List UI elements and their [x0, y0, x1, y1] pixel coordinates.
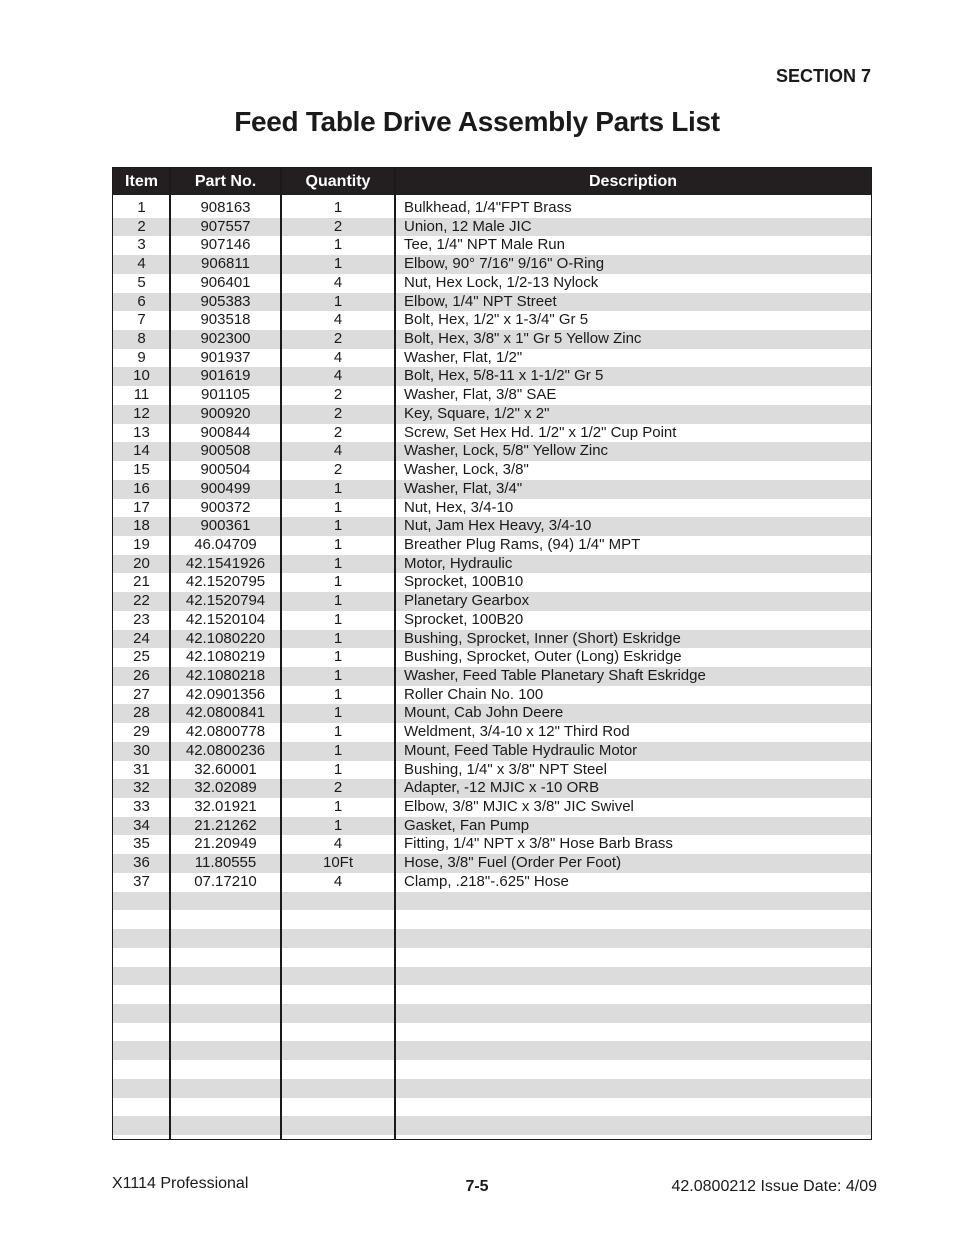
- table-row: [113, 367, 871, 386]
- description-cell: Washer, Flat, 3/8" SAE: [404, 386, 557, 404]
- parts-table: [112, 167, 872, 1140]
- table-row: [113, 592, 871, 611]
- description-cell: Mount, Cab John Deere: [404, 704, 564, 722]
- description-cell: Bushing, Sprocket, Inner (Short) Eskridge: [404, 629, 681, 647]
- table-row: [113, 517, 871, 536]
- quantity-cell: 1: [333, 255, 343, 273]
- item-cell: 27: [133, 685, 150, 703]
- table-row: [113, 199, 871, 218]
- table-row: [113, 1004, 871, 1023]
- table-row: [113, 573, 871, 592]
- column-divider: [280, 168, 282, 1139]
- item-cell: 37: [133, 872, 150, 890]
- table-row: [113, 236, 871, 255]
- table-row: [113, 274, 871, 293]
- table-row: [113, 630, 871, 649]
- description-cell: Nut, Hex Lock, 1/2-13 Nylock: [404, 273, 599, 291]
- item-cell: 18: [133, 517, 150, 535]
- table-row: [113, 405, 871, 424]
- quantity-cell: 10Ft: [322, 854, 353, 872]
- part-number-cell: 900361: [200, 517, 251, 535]
- description-cell: Nut, Jam Hex Heavy, 3/4-10: [404, 517, 592, 535]
- quantity-cell: 1: [333, 199, 343, 216]
- description-cell: Washer, Feed Table Planetary Shaft Eskridge: [404, 667, 706, 684]
- table-row: [113, 835, 871, 854]
- quantity-cell: 2: [333, 386, 343, 404]
- footer-page-number: 7-5: [465, 1178, 489, 1195]
- description-cell: Washer, Flat, 1/2": [404, 348, 523, 366]
- quantity-cell: 1: [333, 292, 343, 310]
- table-row: [113, 967, 871, 986]
- table-row: [113, 948, 871, 967]
- item-cell: 34: [133, 816, 150, 834]
- footer-model: X1114 Professional: [112, 1175, 249, 1192]
- item-cell: 30: [133, 741, 150, 759]
- part-number-cell: 901105: [201, 386, 250, 404]
- table-row: [113, 761, 871, 780]
- table-row: [113, 910, 871, 929]
- table-row: [113, 1041, 871, 1060]
- item-cell: 35: [133, 835, 150, 853]
- quantity-cell: 1: [333, 535, 343, 553]
- table-row: [113, 798, 871, 817]
- part-number-cell: 42.1520104: [185, 610, 266, 628]
- description-cell: Sprocket, 100B20: [404, 610, 524, 628]
- quantity-cell: 2: [333, 423, 343, 441]
- item-cell: 31: [133, 760, 150, 778]
- part-number-cell: 901937: [200, 348, 251, 366]
- part-number-cell: 900504: [200, 461, 251, 479]
- part-number-cell: 906811: [201, 255, 250, 273]
- quantity-cell: 1: [333, 629, 343, 647]
- part-number-cell: 42.1541926: [185, 554, 266, 572]
- description-cell: Bushing, 1/4" x 3/8" NPT Steel: [404, 760, 607, 778]
- item-cell: 10: [133, 367, 150, 385]
- item-cell: 13: [133, 423, 150, 441]
- quantity-cell: 2: [333, 217, 343, 235]
- column-divider: [394, 168, 396, 1139]
- part-number-cell: 902300: [200, 330, 251, 348]
- part-number-cell: 21.20949: [194, 835, 257, 853]
- quantity-cell: 1: [333, 741, 343, 759]
- item-cell: 15: [133, 461, 150, 479]
- item-cell: 29: [133, 723, 150, 741]
- item-cell: 23: [133, 610, 150, 628]
- page-title: Feed Table Drive Assembly Parts List: [234, 106, 720, 137]
- footer-doc-issue: 42.0800212 Issue Date: 4/09: [671, 1178, 877, 1195]
- quantity-cell: 1: [333, 798, 343, 816]
- item-cell: 33: [133, 798, 150, 816]
- quantity-cell: 4: [333, 273, 343, 291]
- table-row: [113, 1060, 871, 1079]
- item-cell: 11: [133, 386, 150, 404]
- quantity-cell: 1: [333, 554, 343, 572]
- description-cell: Fitting, 1/4" NPT x 3/8" Hose Barb Brass: [404, 835, 673, 853]
- quantity-cell: 4: [333, 348, 343, 366]
- table-row: [113, 1116, 871, 1135]
- part-number-cell: 900499: [200, 479, 251, 497]
- quantity-cell: 1: [333, 816, 343, 834]
- table-row: [113, 611, 871, 630]
- part-number-cell: 900508: [200, 442, 251, 460]
- quantity-cell: 2: [333, 779, 343, 797]
- table-row: [113, 555, 871, 574]
- table-row: [113, 742, 871, 761]
- part-number-cell: 32.02089: [194, 779, 257, 797]
- description-cell: Planetary Gearbox: [404, 592, 530, 610]
- description-cell: Adapter, -12 MJIC x -10 ORB: [404, 779, 600, 797]
- quantity-cell: 1: [333, 573, 343, 591]
- part-number-cell: 903518: [200, 311, 251, 329]
- item-cell: 2: [137, 217, 146, 235]
- part-number-cell: 42.0800841: [185, 704, 266, 722]
- table-row: [113, 648, 871, 667]
- column-header-quantity: Quantity: [305, 173, 371, 190]
- item-cell: 28: [133, 704, 150, 722]
- column-header-part-no: Part No.: [194, 173, 257, 190]
- item-cell: 32: [133, 779, 150, 797]
- part-number-cell: 07.17210: [194, 872, 257, 890]
- quantity-cell: 1: [333, 498, 343, 516]
- part-number-cell: 42.1520794: [185, 592, 266, 610]
- quantity-cell: 4: [333, 367, 343, 385]
- table-row: [113, 311, 871, 330]
- quantity-cell: 4: [333, 872, 343, 890]
- description-cell: Mount, Feed Table Hydraulic Motor: [404, 741, 638, 759]
- quantity-cell: 1: [333, 648, 343, 666]
- table-row: [113, 218, 871, 237]
- description-cell: Screw, Set Hex Hd. 1/2" x 1/2" Cup Point: [404, 423, 677, 441]
- quantity-cell: 1: [333, 704, 343, 722]
- item-cell: 14: [133, 442, 150, 460]
- part-number-cell: 900372: [200, 498, 251, 516]
- item-cell: 20: [133, 554, 150, 572]
- part-number-cell: 32.60001: [194, 760, 257, 778]
- description-cell: Sprocket, 100B10: [404, 573, 524, 591]
- item-cell: 24: [133, 629, 150, 647]
- quantity-cell: 1: [333, 685, 343, 703]
- item-cell: 25: [133, 648, 150, 666]
- quantity-cell: 1: [333, 610, 343, 628]
- part-number-cell: 901619: [200, 367, 251, 385]
- part-number-cell: 42.1080220: [185, 629, 266, 647]
- part-number-cell: 900920: [200, 404, 251, 422]
- item-cell: 26: [133, 667, 150, 684]
- quantity-cell: 1: [333, 667, 343, 684]
- table-row: [113, 985, 871, 1004]
- table-row: [113, 461, 871, 480]
- table-row: [113, 686, 871, 705]
- description-cell: Bolt, Hex, 3/8" x 1" Gr 5 Yellow Zinc: [404, 330, 642, 348]
- table-row: [113, 349, 871, 368]
- description-cell: Bulkhead, 1/4"FPT Brass: [404, 199, 572, 216]
- description-cell: Washer, Lock, 5/8" Yellow Zinc: [404, 442, 609, 460]
- description-cell: Washer, Flat, 3/4": [404, 479, 523, 497]
- table-row: [113, 704, 871, 723]
- part-number-cell: 42.1080218: [185, 667, 266, 684]
- part-number-cell: 46.04709: [194, 535, 257, 553]
- quantity-cell: 2: [333, 404, 343, 422]
- table-row: [113, 929, 871, 948]
- table-row: [113, 817, 871, 836]
- column-header-item: Item: [125, 173, 158, 190]
- part-number-cell: 908163: [200, 199, 251, 216]
- table-row: [113, 667, 871, 686]
- quantity-cell: 1: [333, 723, 343, 741]
- part-number-cell: 907557: [200, 217, 251, 235]
- item-cell: 3: [137, 236, 146, 254]
- description-cell: Elbow, 1/4" NPT Street: [404, 292, 557, 310]
- quantity-cell: 4: [333, 835, 343, 853]
- part-number-cell: 905383: [200, 292, 251, 310]
- table-row: [113, 255, 871, 274]
- description-cell: Clamp, .218"-.625" Hose: [404, 872, 569, 890]
- part-number-cell: 42.0901356: [185, 685, 266, 703]
- item-cell: 22: [133, 592, 150, 610]
- quantity-cell: 2: [333, 330, 343, 348]
- description-cell: Bolt, Hex, 1/2" x 1-3/4" Gr 5: [404, 311, 589, 329]
- table-row: [113, 480, 871, 499]
- item-cell: 5: [137, 273, 146, 291]
- table-body: [113, 195, 871, 1139]
- quantity-cell: 2: [333, 461, 343, 479]
- description-cell: Hose, 3/8" Fuel (Order Per Foot): [404, 854, 622, 872]
- item-cell: 9: [137, 348, 146, 366]
- part-number-cell: 42.1080219: [185, 648, 266, 666]
- table-row: [113, 854, 871, 873]
- table-row: [113, 1023, 871, 1042]
- column-header-description: Description: [588, 173, 677, 190]
- item-cell: 36: [133, 854, 150, 872]
- item-cell: 8: [137, 330, 146, 348]
- item-cell: 17: [133, 498, 150, 516]
- part-number-cell: 42.1520795: [185, 573, 266, 591]
- part-number-cell: 900844: [200, 423, 251, 441]
- part-number-cell: 32.01921: [194, 798, 257, 816]
- description-cell: Elbow, 3/8" MJIC x 3/8" JIC Swivel: [404, 798, 634, 816]
- part-number-cell: 906401: [200, 273, 251, 291]
- item-cell: 16: [133, 479, 150, 497]
- table-header: [113, 168, 871, 195]
- quantity-cell: 1: [333, 479, 343, 497]
- item-cell: 7: [137, 311, 146, 329]
- description-cell: Bushing, Sprocket, Outer (Long) Eskridge: [404, 648, 682, 666]
- quantity-cell: 1: [333, 760, 343, 778]
- table-row: [113, 1079, 871, 1098]
- item-cell: 12: [133, 404, 150, 422]
- table-row: [113, 873, 871, 892]
- part-number-cell: 11.80555: [194, 854, 257, 872]
- table-row: [113, 892, 871, 911]
- description-cell: Weldment, 3/4-10 x 12" Third Rod: [404, 723, 630, 741]
- description-cell: Key, Square, 1/2" x 2": [404, 404, 550, 422]
- quantity-cell: 1: [333, 236, 343, 254]
- table-row: [113, 330, 871, 349]
- table-row: [113, 293, 871, 312]
- table-row: [113, 424, 871, 443]
- column-divider: [169, 168, 171, 1139]
- description-cell: Breather Plug Rams, (94) 1/4" MPT: [404, 535, 641, 553]
- description-cell: Elbow, 90° 7/16" 9/16" O-Ring: [404, 255, 605, 273]
- table-row: [113, 1098, 871, 1117]
- part-number-cell: 42.0800778: [185, 723, 266, 741]
- table-row: [113, 536, 871, 555]
- item-cell: 1: [137, 199, 146, 216]
- table-row: [113, 779, 871, 798]
- item-cell: 6: [137, 292, 146, 310]
- description-cell: Nut, Hex, 3/4-10: [404, 498, 514, 516]
- table-row: [113, 499, 871, 518]
- quantity-cell: 1: [333, 517, 343, 535]
- part-number-cell: 907146: [200, 236, 251, 254]
- item-cell: 19: [133, 535, 150, 553]
- quantity-cell: 4: [333, 311, 343, 329]
- table-row: [113, 386, 871, 405]
- description-cell: Gasket, Fan Pump: [404, 816, 530, 834]
- description-cell: Union, 12 Male JIC: [404, 217, 532, 235]
- description-cell: Tee, 1/4" NPT Male Run: [404, 236, 565, 254]
- quantity-cell: 1: [333, 592, 343, 610]
- item-cell: 21: [133, 573, 150, 591]
- description-cell: Roller Chain No. 100: [404, 685, 544, 703]
- part-number-cell: 21.21262: [194, 816, 257, 834]
- part-number-cell: 42.0800236: [185, 741, 266, 759]
- description-cell: Motor, Hydraulic: [404, 554, 513, 572]
- table-row: [113, 442, 871, 461]
- quantity-cell: 4: [333, 442, 343, 460]
- table-row: [113, 723, 871, 742]
- description-cell: Washer, Lock, 3/8": [404, 461, 529, 479]
- item-cell: 4: [137, 255, 146, 273]
- section-label: SECTION 7: [775, 66, 871, 86]
- description-cell: Bolt, Hex, 5/8-11 x 1-1/2" Gr 5: [404, 367, 604, 385]
